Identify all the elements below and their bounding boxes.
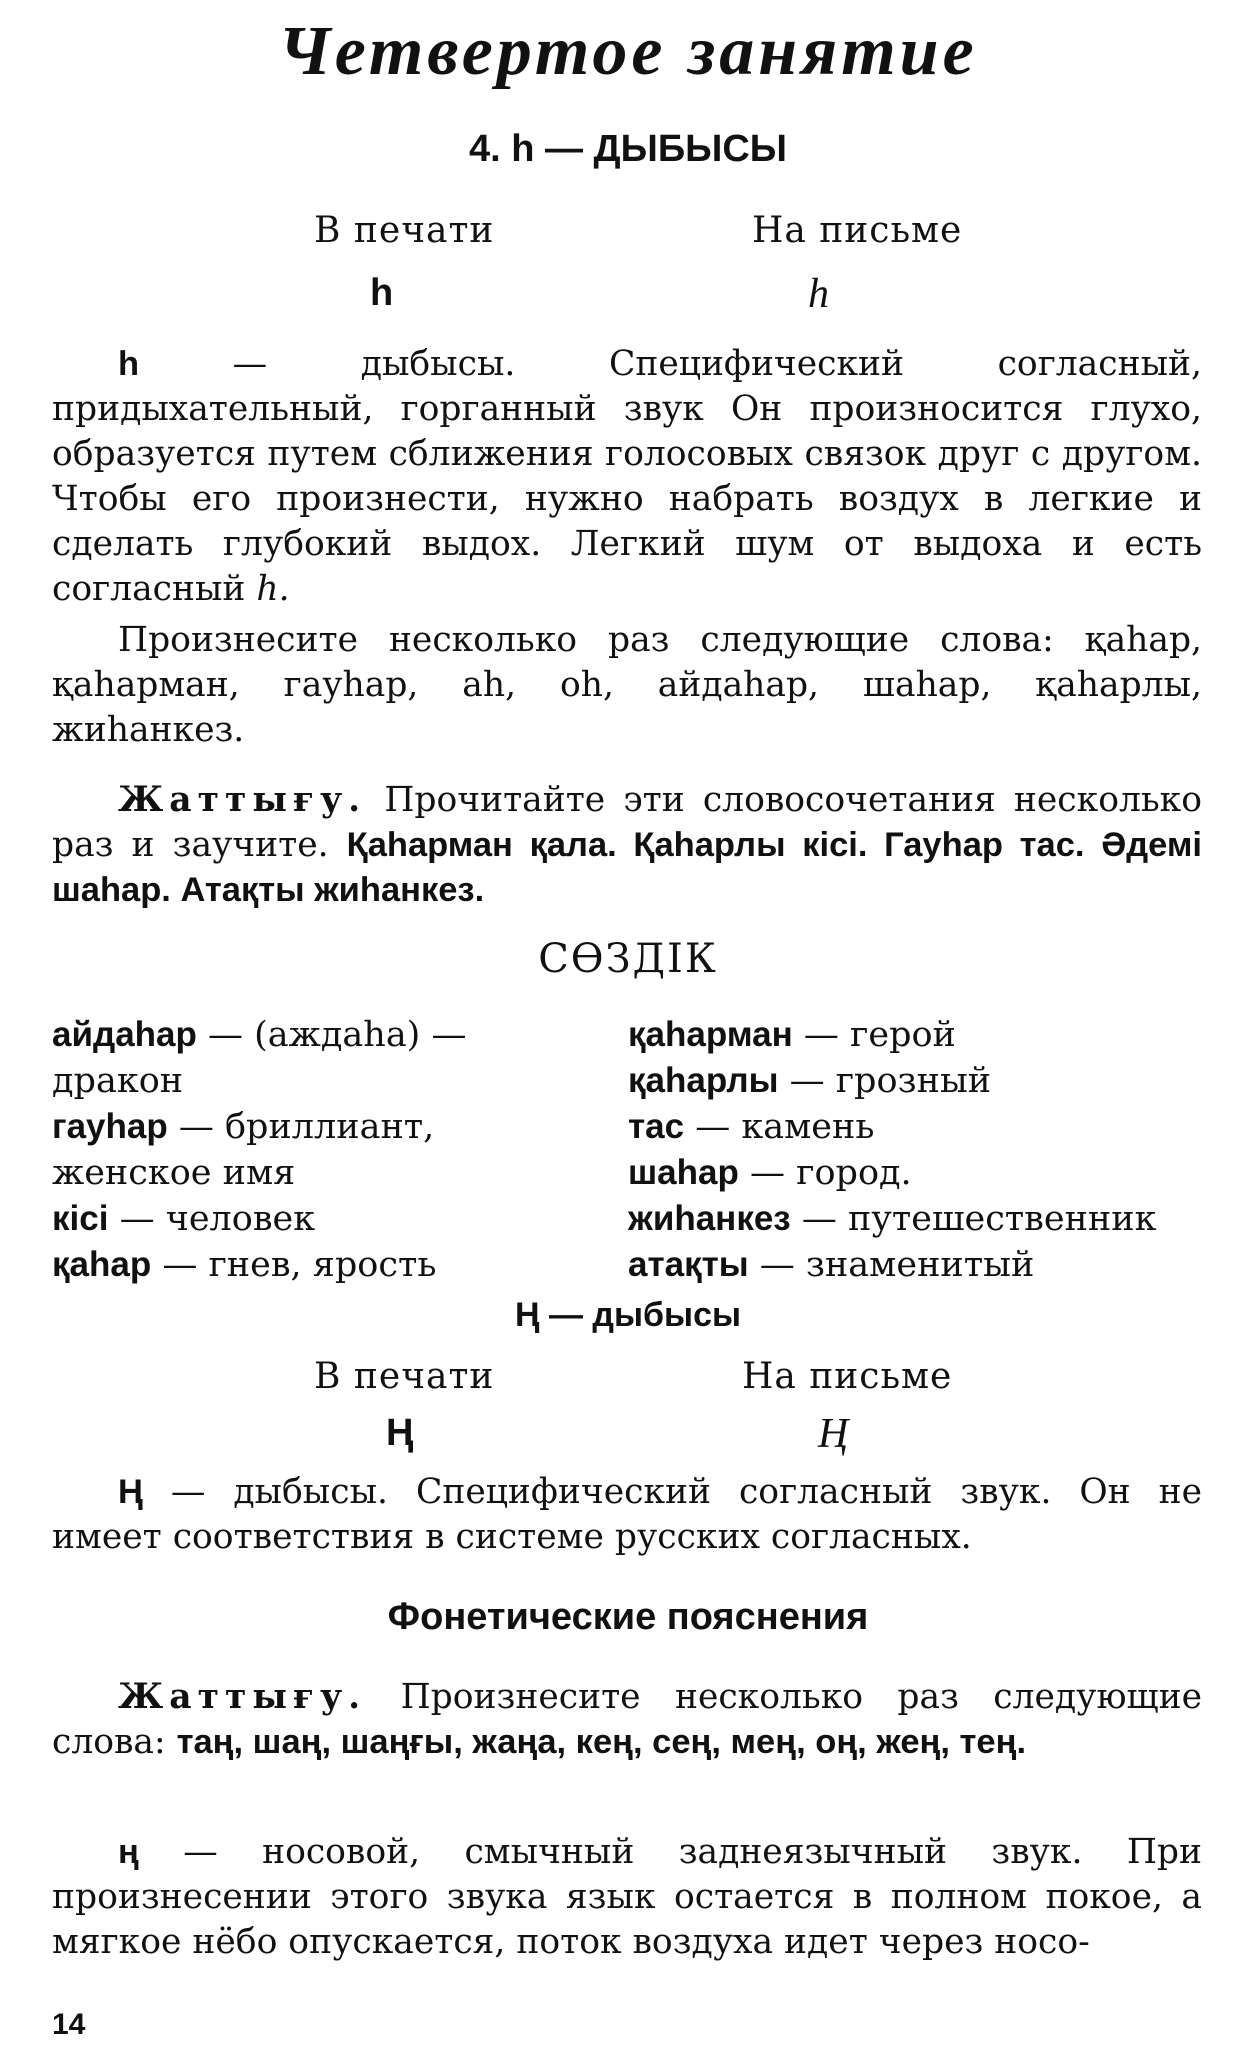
phonetics-heading: Фонетические пояснения [387,1596,869,1638]
handwrite-label-h: На письме [752,210,963,251]
vocab-row: қаһарлы — грозный [628,1061,992,1101]
chapter-title: Четвертое занятие [278,13,978,90]
exercise-text-2: Произнесите несколько раз следующие слова: [52,1677,1202,1762]
print-label-ng: В печати [314,1356,495,1397]
exercise-paragraph-1 [52,778,1202,913]
print-label-h: В печати [314,210,495,251]
handwrite-glyph-h: h [808,271,829,317]
page-number: 14 [52,2008,86,2041]
desc-body-h: — дыбысы. Специфический согласный, придыхательный, горганный звук Он произносится глухо, образуется путем сближения голосовых связок друг с другом. Чтобы его произнести, нужно набрать воздух в легкие и сделать глубокий выдох. Легкий шум от выдоха и есть согласный [52,344,1202,609]
handwrite-label-ng: На письме [742,1356,953,1397]
section-heading-h: 4. һ — ДЫБЫСЫ [468,128,787,170]
exercise-paragraph-2 [52,1675,1202,1765]
exercise-label-2: Жаттығу. [118,1677,367,1717]
vocab-row: тас — камень [628,1107,875,1147]
desc-lead-ng: Ң [118,1473,143,1511]
nasal-lead: ң [118,1833,139,1871]
print-glyph-ng: Ң [386,1412,414,1454]
handwrite-glyph-ng: Ң [818,1411,849,1457]
vocab-row: дракон [52,1061,184,1101]
vocab-row: айдаһар — (аждаһа) — [52,1015,467,1055]
exercise-bold-1: Қаһарман қала. Қаһарлы кісі. Гауһар тас. Әдемі шаһар. Атақты жиһанкез. [52,826,1202,909]
exercise-bold-2: таң, шаң, шаңғы, жаңа, кең, сең, мең, оң, жең, тең. [176,1723,1027,1761]
vocab-row: шаһар — город. [628,1153,912,1193]
nasal-paragraph [52,1830,1202,1965]
desc-body-ng: — дыбысы. Специфический согласный звук. Он не имеет соответствия в системе русских согласных. [52,1472,1202,1557]
desc-tail-h: h. [256,569,290,609]
section-heading-ng: Ң — дыбысы [514,1296,742,1334]
nasal-body: — носовой, смычный заднеязычный звук. При произнесении этого звука язык остается в полном покое, а мягкое нёбо опускается, поток воздуха идет через носо- [52,1832,1202,1962]
description-ng [52,1470,1202,1560]
pronounce-paragraph: Произнесите несколько раз следующие слова: қаһар, қаһарман, гауһар, аһ, оһ, айдаһар, шаһар, қаһарлы, жиһанкез. [52,620,1202,750]
vocab-row: қаһар — гнев, ярость [52,1245,437,1285]
print-glyph-h: һ [370,272,394,314]
exercise-text-1: Прочитайте эти словосочетания несколько раз и заучите. [52,780,1202,865]
vocab-row: қаһарман — герой [628,1015,956,1055]
vocab-row: гауһар — бриллиант, [52,1107,435,1147]
description-h [52,342,1202,612]
vocabulary-title: СӨЗДІК [538,936,718,982]
desc-lead-h: һ [118,345,140,383]
vocabulary-left-column [52,1012,466,1288]
vocab-row: жиһанкез — путешественник [628,1199,1157,1239]
vocab-row: женское имя [52,1153,296,1193]
exercise-label-1: Жаттығу. [118,780,367,820]
vocab-row: кісі — человек [52,1199,316,1239]
vocab-row: атақты — знаменитый [628,1245,1035,1285]
vocabulary-right-column [628,1012,1156,1288]
